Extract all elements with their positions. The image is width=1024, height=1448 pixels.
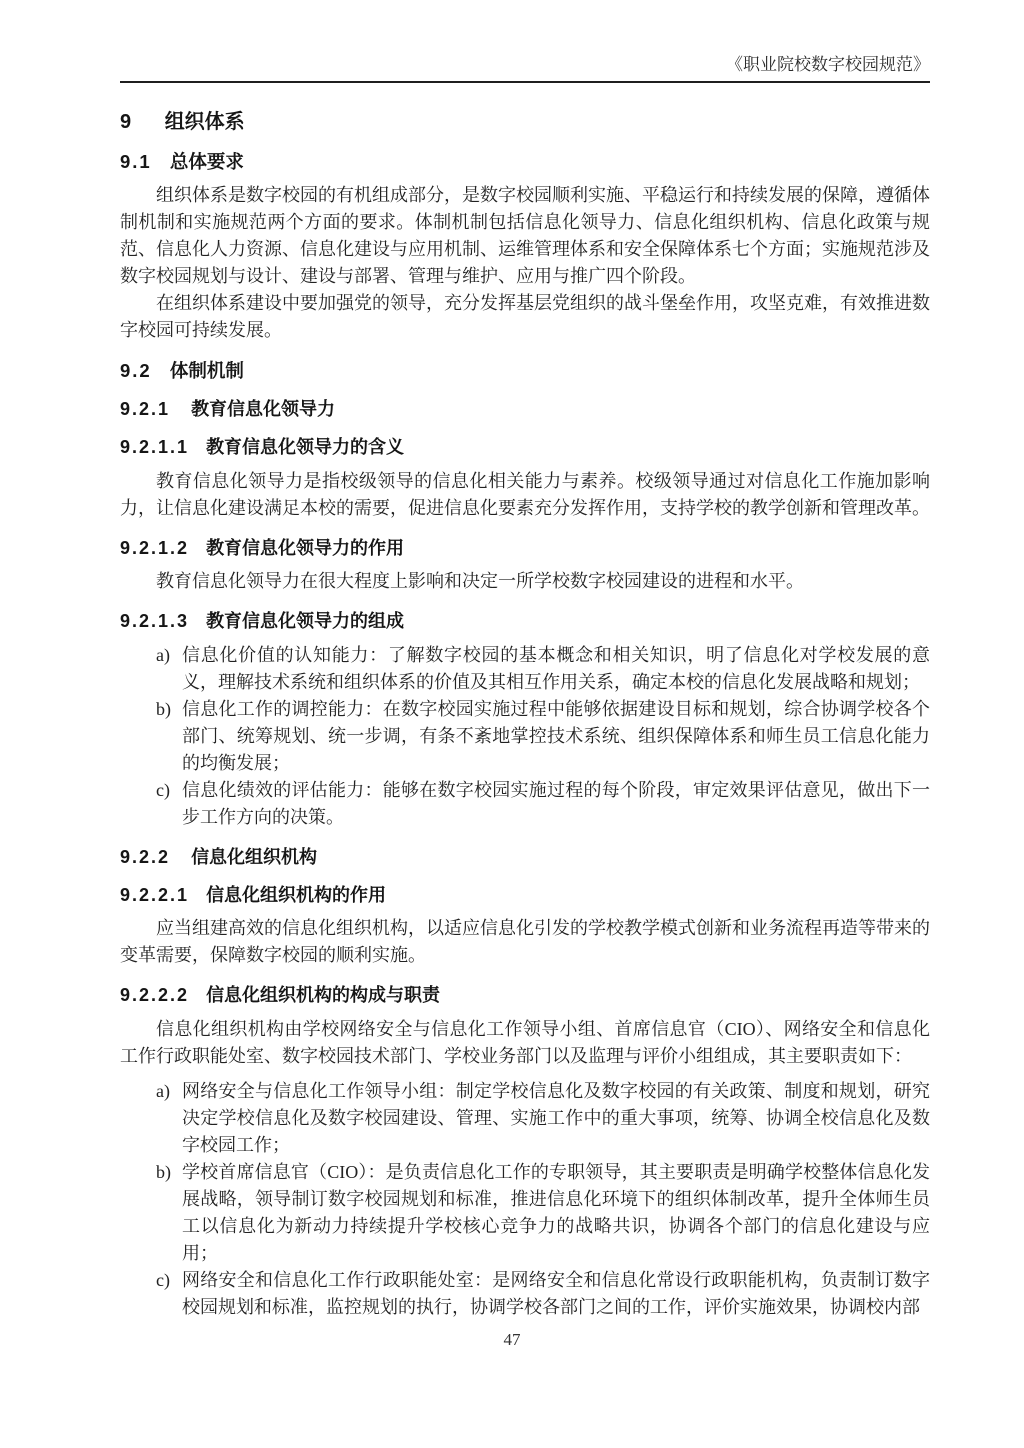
heading-9-1-title: 总体要求 [169,151,244,172]
heading-9-2-1-3-title: 教育信息化领导力的组成 [206,611,405,632]
heading-9-2-2-1-title: 信息化组织机构的作用 [206,885,387,906]
heading-9-2-1-2 [120,537,930,560]
heading-9-2-1-2-title: 教育信息化领导力的作用 [206,537,405,558]
heading-9-2-number: 9.2 [120,360,152,382]
paragraph-9-2-2-1: 应当组建高效的信息化组织机构，以适应信息化引发的学校教学模式创新和业务流程再造等带来的变革需要，保障数字校园的顺利实施。 [120,918,930,966]
item-marker: c) [156,1269,170,1290]
list-9-2-2-2 [120,1078,930,1321]
header-rule [120,81,930,83]
page-number: 47 [503,1330,521,1349]
heading-9-2-2-number: 9.2.2 [120,846,171,867]
heading-9-title: 组织体系 [164,111,245,133]
list-item [156,777,930,831]
paragraph-9-1-b: 在组织体系建设中要加强党的领导，充分发挥基层党组织的战斗堡垒作用，攻坚克难，有效推进数字校园可持续发展。 [120,293,930,341]
heading-9-2-1-1-title: 教育信息化领导力的含义 [206,437,405,458]
item-marker: b) [156,1161,171,1182]
heading-9-2-2-1-number: 9.2.2.1 [120,885,190,906]
paragraph-9-2-1-1: 教育信息化领导力是指校级领导的信息化相关能力与素养。校级领导通过对信息化工作施加影响力，让信息化建设满足本校的需要，促进信息化要素充分发挥作用，支持学校的教学创新和管理改革。 [120,470,930,518]
heading-9-2-1-2-number: 9.2.1.2 [120,537,190,558]
heading-9-2-2-1 [120,884,930,907]
heading-9-2-title: 体制机制 [169,360,244,382]
list-item [156,1267,930,1321]
list-item [156,1078,930,1159]
item-marker: a) [156,1080,170,1101]
heading-9-2-1-title: 教育信息化领导力 [191,399,336,420]
page-content [120,0,930,1321]
item-marker: b) [156,698,171,719]
page-header [120,0,930,76]
header-title: 《职业院校数字校园规范》 [726,55,930,74]
item-text: 信息化工作的调控能力：在数字校园实施过程中能够依据建设目标和规划，综合协调学校各个部门、统筹规划、统一步调，有条不紊地掌控技术系统、组织保障体系和师生员工信息化能力的均衡发展； [182,698,930,773]
paragraph-9-2-2-2: 信息化组织机构由学校网络安全与信息化工作领导小组、首席信息官（CIO）、网络安全和信息化工作行政职能处室、数字校园技术部门、学校业务部门以及监理与评价小组组成，其主要职责如下： [120,1018,930,1066]
item-text: 网络安全和信息化工作行政职能处室：是网络安全和信息化常设行政职能机构，负责制订数字校园规划和标准，监控规划的执行，协调学校各部门之间的工作，评价实施效果，协调校内部 [182,1269,930,1317]
heading-9-2 [120,359,930,383]
item-text: 网络安全与信息化工作领导小组：制定学校信息化及数字校园的有关政策、制度和规划，研究决定学校信息化及数字校园建设、管理、实施工作中的重大事项，统筹、协调全校信息化及数字校园工作； [182,1080,930,1155]
heading-9-2-1-number: 9.2.1 [120,399,171,420]
item-text: 学校首席信息官（CIO）：是负责信息化工作的专职领导，其主要职责是明确学校整体信息化发展战略，领导制订数字校园规划和标准，推进信息化环境下的组织体制改革，提升全体师生员工以信息化为新动力持续提升学校核心竞争力的战略共识，协调各个部门的信息化建设与应用； [182,1161,930,1263]
list-9-2-1-3 [120,642,930,831]
list-item [156,1159,930,1267]
heading-9-2-1-3 [120,610,930,633]
list-item [156,696,930,777]
item-text: 信息化价值的认知能力：了解数字校园的基本概念和相关知识，明了信息化对学校发展的意义，理解技术系统和组织体系的价值及其相互作用关系，确定本校的信息化发展战略和规划； [182,644,930,692]
heading-9-2-2 [120,846,930,869]
heading-9-2-2-2-number: 9.2.2.2 [120,985,190,1006]
heading-9-2-1 [120,398,930,421]
item-marker: c) [156,779,170,800]
item-text: 信息化绩效的评估能力：能够在数字校园实施过程的每个阶段，审定效果评估意见，做出下一步工作方向的决策。 [182,779,930,827]
heading-9-1 [120,150,930,174]
heading-9-2-2-2 [120,984,930,1007]
paragraph-9-1-a: 组织体系是数字校园的有机组成部分，是数字校园顺利实施、平稳运行和持续发展的保障，遵循体制机制和实施规范两个方面的要求。体制机制包括信息化领导力、信息化组织机构、信息化政策与规范、信息化人力资源、信息化建设与应用机制、运维管理体系和安全保障体系七个方面；实施规范涉及数字校园规划与设计、建设与部署、管理与维护、应用与推广四个阶段。 [120,185,930,287]
item-marker: a) [156,644,170,665]
heading-9-number: 9 [120,111,134,133]
heading-9-2-2-2-title: 信息化组织机构的构成与职责 [206,985,441,1006]
heading-9-2-1-1 [120,436,930,459]
heading-9-2-1-1-number: 9.2.1.1 [120,437,190,458]
heading-9-2-2-title: 信息化组织机构 [191,846,318,867]
heading-9-1-number: 9.1 [120,151,152,172]
paragraph-9-2-1-2: 教育信息化领导力在很大程度上影响和决定一所学校数字校园建设的进程和水平。 [156,571,804,592]
heading-9 [120,109,930,135]
list-item [156,642,930,696]
heading-9-2-1-3-number: 9.2.1.3 [120,611,190,632]
